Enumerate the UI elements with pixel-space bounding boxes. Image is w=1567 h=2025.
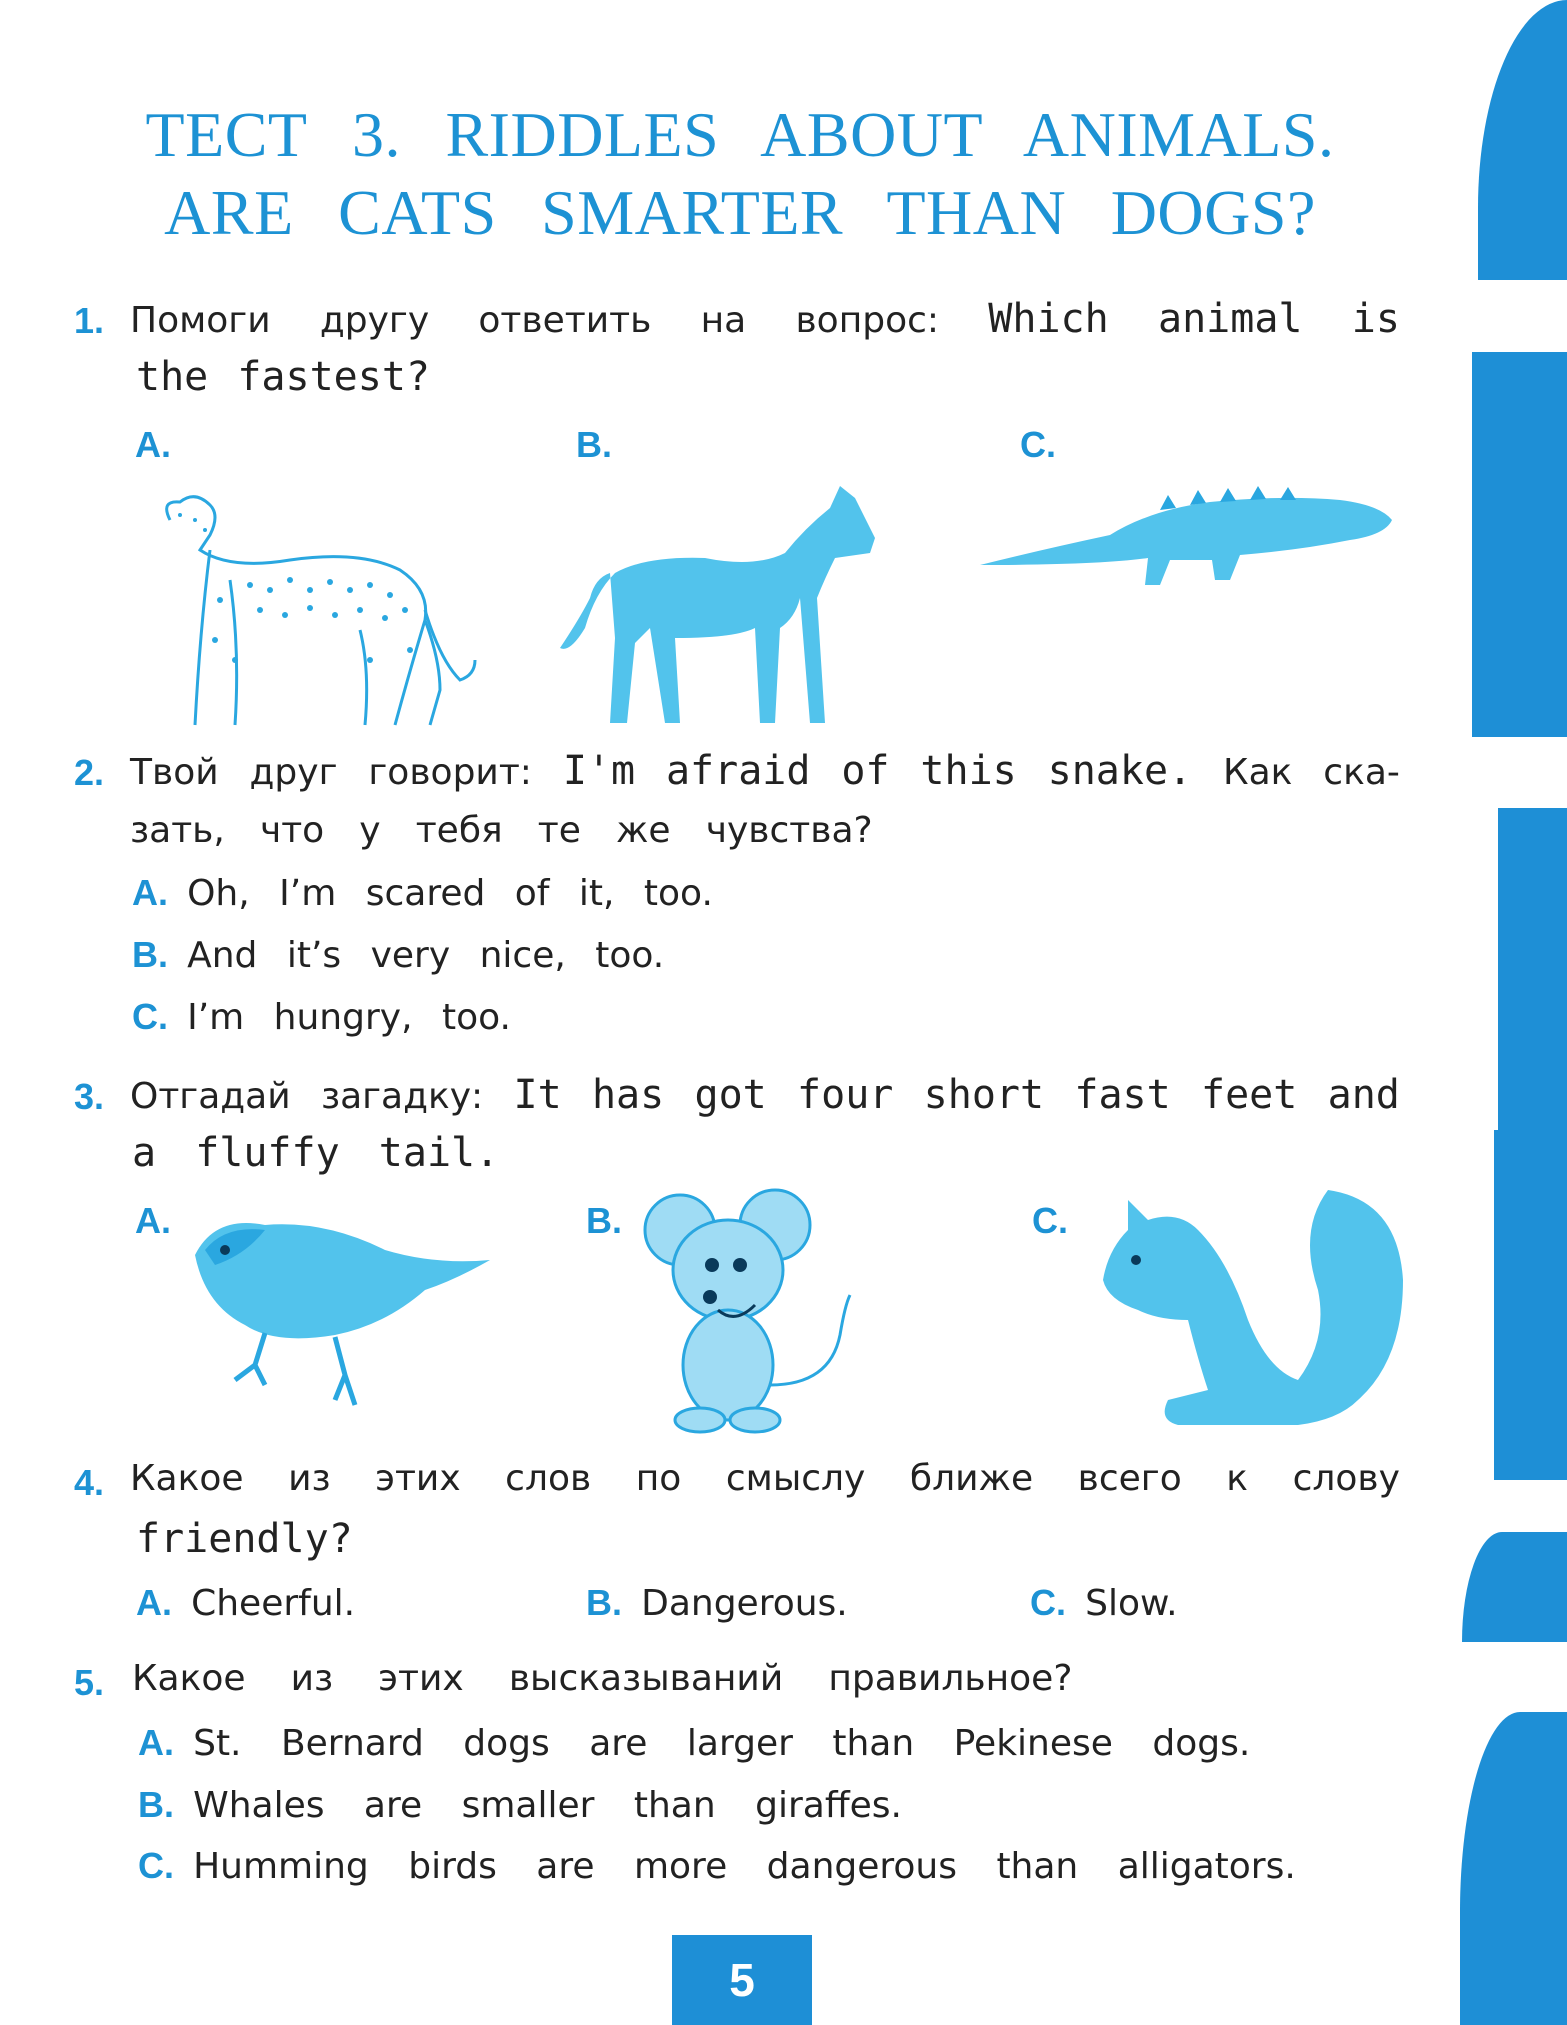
q4-option-b-letter: B. [586, 1582, 622, 1623]
word: tail. [378, 1130, 500, 1176]
horse-image[interactable] [555, 478, 895, 733]
word: got [694, 1072, 767, 1118]
word: I'm [562, 748, 636, 794]
q4-option-b-text: Dangerous. [641, 1583, 848, 1624]
mouse-image[interactable] [640, 1185, 860, 1435]
side-band-5 [1462, 1532, 1567, 1642]
word: fast [1074, 1072, 1171, 1118]
word: из [290, 1658, 334, 1699]
side-band-6 [1460, 1712, 1567, 2025]
word: and [1327, 1072, 1400, 1118]
word: is [1351, 296, 1400, 342]
q2-option-a-text: Oh, I’m scared of it, too. [187, 873, 713, 914]
word: friendly? [136, 1516, 353, 1562]
q5-option-a-text: St. Bernard dogs are larger than Pekinese dogs. [193, 1723, 1251, 1764]
q3-option-b-letter: B. [586, 1200, 622, 1241]
q2-option-c-text: I’m hungry, too. [187, 997, 511, 1038]
q4-option-a-letter: A. [136, 1582, 172, 1623]
word: Which [988, 296, 1109, 342]
q4-option-b[interactable] [586, 1582, 848, 1624]
q2-option-c-letter: C. [132, 996, 168, 1037]
q5-option-a[interactable] [138, 1722, 1250, 1764]
q5-option-c-letter: C. [138, 1845, 174, 1886]
word: snake. [1047, 748, 1193, 794]
q5-option-c-text: Humming birds are more dangerous than alligators. [193, 1846, 1296, 1887]
q5-option-a-letter: A. [138, 1722, 174, 1763]
side-band-top [1478, 0, 1567, 280]
word: слову [1292, 1458, 1400, 1499]
question-5-number: 5. [74, 1662, 105, 1703]
q2-option-b-letter: B. [132, 934, 168, 975]
word: этих [375, 1458, 461, 1499]
word: друг [249, 752, 338, 793]
word: four [797, 1072, 894, 1118]
question-3-line-1 [130, 1072, 1400, 1118]
word: чувства? [705, 810, 873, 851]
word: Какое [130, 1458, 244, 1499]
word: ответить [478, 300, 652, 341]
question-1-line-2 [136, 354, 430, 400]
word: animal [1157, 296, 1303, 342]
word: у [359, 810, 381, 851]
q1-option-c-letter: C. [1020, 424, 1056, 465]
word: другу [319, 300, 430, 341]
word: тебя [415, 810, 503, 851]
q5-option-c[interactable] [138, 1845, 1296, 1887]
word: Как [1223, 752, 1293, 793]
q1-option-b-letter: B. [576, 424, 612, 465]
title-line-1: ТЕСТ 3. RIDDLES ABOUT ANIMALS. [145, 99, 1335, 170]
squirrel-image[interactable] [1098, 1170, 1408, 1435]
word: те [537, 810, 581, 851]
sparrow-image[interactable] [185, 1205, 495, 1425]
word: ближе [909, 1458, 1034, 1499]
q4-option-a[interactable] [136, 1582, 355, 1624]
question-4-number: 4. [74, 1462, 105, 1503]
question-2-line-2 [130, 810, 873, 851]
q2-option-b[interactable] [132, 934, 664, 976]
q5-option-b[interactable] [138, 1784, 902, 1826]
word: к [1226, 1458, 1249, 1499]
question-4-line-1 [130, 1458, 1400, 1499]
word: слов [505, 1458, 592, 1499]
word: всего [1077, 1458, 1182, 1499]
word: этих [378, 1658, 464, 1699]
word: правильное? [828, 1658, 1073, 1699]
question-3-line-2 [132, 1130, 499, 1176]
q5-option-b-letter: B. [138, 1784, 174, 1825]
word: загадку: [320, 1076, 484, 1117]
side-band-2 [1472, 352, 1567, 737]
word: Отгадай [130, 1076, 291, 1117]
question-2-line-1 [130, 748, 1400, 794]
q4-option-c-letter: C. [1030, 1582, 1066, 1623]
word: вопрос: [795, 300, 940, 341]
q2-option-b-text: And it’s very nice, too. [187, 935, 665, 976]
word: же [616, 810, 671, 851]
word: this [920, 748, 1017, 794]
question-1-line-1 [130, 296, 1400, 342]
question-2-number: 2. [74, 752, 105, 793]
word: It [513, 1072, 562, 1118]
word: зать, [130, 810, 225, 851]
word: fastest? [237, 354, 430, 400]
word: по [635, 1458, 682, 1499]
word: ска- [1323, 752, 1400, 793]
q2-option-c[interactable] [132, 996, 511, 1038]
q5-option-b-text: Whales are smaller than giraffes. [193, 1785, 902, 1826]
page-number: 5 [672, 1935, 812, 2025]
side-band-3 [1498, 808, 1567, 1133]
q4-option-a-text: Cheerful. [191, 1583, 356, 1624]
crocodile-image[interactable] [980, 480, 1395, 600]
question-5-line-1 [132, 1658, 1072, 1699]
word: has [591, 1072, 665, 1118]
word: feet [1201, 1072, 1298, 1118]
side-band-4 [1494, 1130, 1567, 1480]
word: fluffy [195, 1130, 340, 1176]
cheetah-image[interactable] [140, 490, 480, 730]
word: afraid [665, 748, 811, 794]
word: что [259, 810, 325, 851]
q4-option-c-text: Slow. [1085, 1583, 1178, 1624]
word: на [700, 300, 747, 341]
question-4-line-2 [136, 1516, 353, 1562]
word: short [923, 1072, 1045, 1118]
word: из [288, 1458, 331, 1499]
q3-option-c-letter: C. [1032, 1200, 1068, 1241]
word: высказываний [508, 1658, 784, 1699]
word: говорит: [368, 752, 532, 793]
q2-option-a-letter: A. [132, 872, 168, 913]
question-3-number: 3. [74, 1076, 105, 1117]
title-line-2: ARE CATS SMARTER THAN DOGS? [164, 177, 1316, 248]
word: Помоги [130, 300, 271, 341]
q4-option-c[interactable] [1030, 1582, 1178, 1624]
word: the [136, 354, 209, 400]
q2-option-a[interactable] [132, 872, 713, 914]
word: Какое [132, 1658, 246, 1699]
word: Твой [130, 752, 219, 793]
word: of [841, 748, 890, 794]
q3-option-a-letter: A. [135, 1200, 171, 1241]
question-1-number: 1. [74, 300, 105, 341]
word: смыслу [725, 1458, 866, 1499]
word: a [132, 1130, 157, 1176]
q1-option-a-letter: A. [135, 424, 171, 465]
